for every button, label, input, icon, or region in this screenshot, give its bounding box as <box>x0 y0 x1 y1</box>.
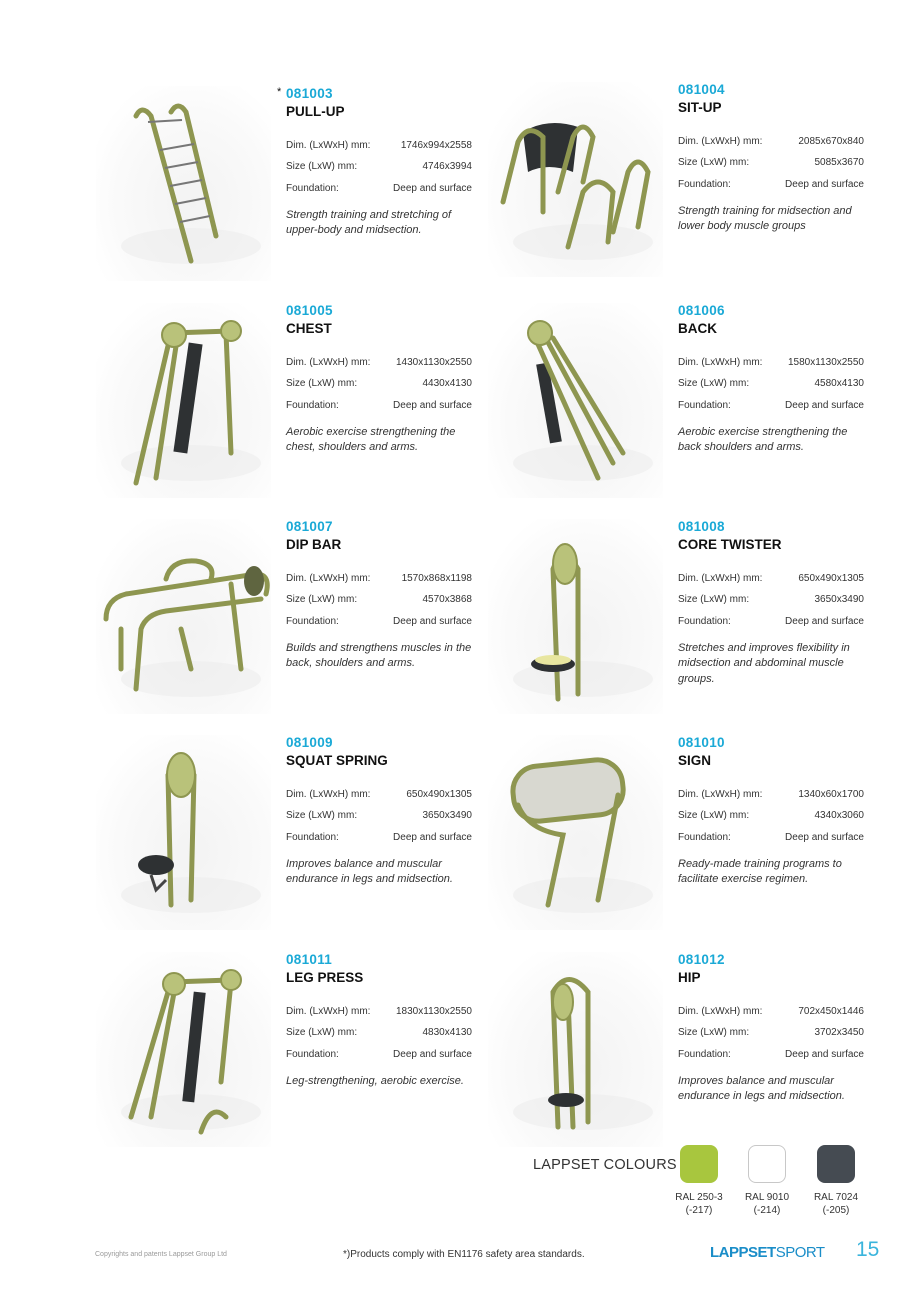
spec-value: 1830x1130x2550 <box>396 1006 472 1017</box>
swatch-ral: RAL 7024 <box>813 1192 859 1203</box>
spec-value: Deep and surface <box>785 615 864 627</box>
brand-logo <box>710 1244 825 1261</box>
spec-foundation <box>286 400 472 421</box>
spec-dimensions <box>678 357 864 378</box>
spec-value: 1340x60x1700 <box>798 789 864 800</box>
product-code-value: 081011 <box>286 952 333 967</box>
product-code-value: 081005 <box>286 303 333 318</box>
spec-size <box>286 594 472 615</box>
product-code <box>286 519 472 535</box>
product-code <box>678 952 864 968</box>
spec-label: Dim. (LxWxH) mm: <box>678 357 763 368</box>
spec-size <box>678 594 864 615</box>
product-code-value: 081006 <box>678 303 725 318</box>
product-specs <box>678 357 864 421</box>
brand-light: SPORT <box>775 1244 825 1261</box>
spec-label: Dim. (LxWxH) mm: <box>286 789 371 800</box>
product-code-value: 081008 <box>678 519 725 534</box>
spec-label: Foundation: <box>678 399 731 411</box>
product-description: Improves balance and muscular endurance in legs and midsection. <box>286 857 453 886</box>
spec-value: Deep and surface <box>785 399 864 411</box>
spec-value: 3650x3490 <box>422 810 472 822</box>
spec-dimensions <box>678 1006 864 1027</box>
spec-value: 1580x1130x2550 <box>788 357 864 368</box>
product-name: BACK <box>678 321 717 336</box>
product-name: PULL-UP <box>286 104 345 119</box>
product-card <box>96 86 486 286</box>
product-card <box>488 519 878 719</box>
spec-value: Deep and surface <box>785 178 864 190</box>
product-code <box>678 82 864 98</box>
swatch-ral: RAL 250-3 <box>675 1192 723 1203</box>
product-description: Strength training and stretching of upper-body and midsection. <box>286 208 452 237</box>
product-info <box>286 519 472 672</box>
spec-dimensions <box>286 1006 472 1027</box>
spec-label: Foundation: <box>286 399 339 411</box>
spec-value: 1746x994x2558 <box>400 140 472 151</box>
spec-value: 3650x3490 <box>814 594 864 606</box>
spec-value: 4746x3994 <box>422 161 472 173</box>
product-specs <box>286 357 472 421</box>
product-description: Ready-made training programs to facilitate exercise regimen. <box>678 857 842 886</box>
product-code-value: 081004 <box>678 82 725 97</box>
spec-value: 650x490x1305 <box>406 789 472 800</box>
spec-foundation <box>286 616 472 637</box>
spec-label: Size (LxW) mm: <box>678 594 750 606</box>
chest-press-frame-icon <box>96 303 271 498</box>
spec-label: Size (LxW) mm: <box>678 157 750 169</box>
product-name: HIP <box>678 970 701 985</box>
spec-dimensions <box>286 789 472 810</box>
spec-foundation <box>678 832 864 853</box>
spec-value: 4430x4130 <box>422 378 472 390</box>
spec-dimensions <box>286 357 472 378</box>
product-code <box>678 735 864 751</box>
spec-value: Deep and surface <box>393 831 472 843</box>
spec-value: 702x450x1446 <box>798 1006 864 1017</box>
product-specs <box>678 136 864 200</box>
hip-post-icon <box>488 952 663 1147</box>
swatch-code: (-217) <box>685 1205 713 1216</box>
spec-label: Size (LxW) mm: <box>286 594 358 606</box>
spec-value: 1570x868x1198 <box>401 573 472 584</box>
product-info <box>678 952 864 1105</box>
spec-label: Foundation: <box>678 178 731 190</box>
product-info <box>277 86 472 239</box>
product-info <box>286 303 472 456</box>
spec-size <box>678 1027 864 1048</box>
spec-foundation <box>286 183 472 204</box>
product-code <box>678 303 864 319</box>
spec-value: 650x490x1305 <box>798 573 864 584</box>
swatch-white-label <box>737 1191 797 1217</box>
spec-value: 1430x1130x2550 <box>396 357 472 368</box>
spec-value: 3702x3450 <box>814 1027 864 1039</box>
product-name: LEG PRESS <box>286 970 364 985</box>
spec-label: Size (LxW) mm: <box>678 378 750 390</box>
product-specs <box>286 140 472 204</box>
spec-label: Foundation: <box>678 831 731 843</box>
spec-value: 4580x4130 <box>814 378 864 390</box>
spec-label: Dim. (LxWxH) mm: <box>286 357 371 368</box>
squat-spring-post-icon <box>96 735 271 930</box>
dip-bar-frame-icon <box>96 519 271 714</box>
spec-value: Deep and surface <box>393 1048 472 1060</box>
swatch-grey-label <box>806 1191 866 1217</box>
product-info <box>286 735 472 888</box>
product-name: CHEST <box>286 321 332 336</box>
pull-up-ladder-icon <box>96 86 271 281</box>
spec-size <box>286 378 472 399</box>
colours-title: LAPPSET COLOURS <box>533 1157 677 1173</box>
product-specs <box>678 789 864 853</box>
product-description: Aerobic exercise strengthening the chest, shoulders and arms. <box>286 425 456 454</box>
product-card <box>488 735 878 935</box>
product-code-value: 081010 <box>678 735 725 750</box>
spec-value: Deep and surface <box>393 182 472 194</box>
spec-foundation <box>678 400 864 421</box>
product-info <box>678 735 864 888</box>
spec-label: Size (LxW) mm: <box>678 1027 750 1039</box>
spec-size <box>678 378 864 399</box>
spec-label: Size (LxW) mm: <box>286 161 358 173</box>
sign-board-icon <box>488 735 663 930</box>
lappset-colours <box>533 1145 873 1225</box>
swatch-ral: RAL 9010 <box>744 1192 790 1203</box>
spec-value: 5085x3670 <box>814 157 864 169</box>
spec-foundation <box>286 832 472 853</box>
spec-label: Dim. (LxWxH) mm: <box>286 140 371 151</box>
spec-label: Foundation: <box>286 182 339 194</box>
spec-size <box>678 810 864 831</box>
product-code <box>277 86 472 102</box>
product-card <box>488 303 878 503</box>
product-code-value: 081007 <box>286 519 333 534</box>
swatch-code: (-214) <box>753 1205 781 1216</box>
product-code <box>678 519 864 535</box>
product-card <box>96 303 486 503</box>
spec-value: 4340x3060 <box>814 810 864 822</box>
spec-size <box>286 810 472 831</box>
product-card <box>96 519 486 719</box>
spec-dimensions <box>678 573 864 594</box>
product-card <box>96 735 486 935</box>
swatch-code: (-205) <box>822 1205 850 1216</box>
product-info <box>678 519 864 687</box>
product-code <box>286 952 472 968</box>
product-code-value: 081012 <box>678 952 725 967</box>
spec-dimensions <box>286 140 472 161</box>
product-specs <box>286 789 472 853</box>
spec-label: Foundation: <box>678 1048 731 1060</box>
product-description: Leg-strengthening, aerobic exercise. <box>286 1074 464 1087</box>
compliance-asterisk: * <box>277 86 282 98</box>
product-info <box>286 952 472 1089</box>
product-name: SQUAT SPRING <box>286 753 388 768</box>
product-card <box>488 952 878 1152</box>
spec-size <box>286 161 472 182</box>
spec-label: Dim. (LxWxH) mm: <box>678 789 763 800</box>
spec-value: Deep and surface <box>785 1048 864 1060</box>
spec-foundation <box>678 1049 864 1070</box>
spec-foundation <box>286 1049 472 1070</box>
spec-dimensions <box>678 789 864 810</box>
back-frame-icon <box>488 303 663 498</box>
sit-up-bench-icon <box>488 82 663 277</box>
product-name: CORE TWISTER <box>678 537 782 552</box>
product-specs <box>678 1006 864 1070</box>
product-code-value: 081003 <box>286 86 333 101</box>
spec-label: Dim. (LxWxH) mm: <box>286 1006 371 1017</box>
product-description: Aerobic exercise strengthening the back shoulders and arms. <box>678 425 848 454</box>
spec-label: Foundation: <box>286 1048 339 1060</box>
spec-size <box>286 1027 472 1048</box>
product-code-value: 081009 <box>286 735 333 750</box>
core-twister-post-icon <box>488 519 663 714</box>
leg-press-frame-icon <box>96 952 271 1147</box>
spec-label: Size (LxW) mm: <box>286 1027 358 1039</box>
spec-label: Dim. (LxWxH) mm: <box>678 1006 763 1017</box>
spec-value: 2085x670x840 <box>798 136 864 147</box>
product-info <box>678 82 864 235</box>
product-specs <box>286 1006 472 1070</box>
product-description: Builds and strengthens muscles in the back, shoulders and arms. <box>286 641 472 670</box>
product-card <box>96 952 486 1152</box>
brand-bold: LAPPSET <box>710 1244 776 1261</box>
swatch-grey <box>817 1145 855 1183</box>
spec-value: Deep and surface <box>393 615 472 627</box>
product-code <box>286 303 472 319</box>
spec-label: Size (LxW) mm: <box>678 810 750 822</box>
spec-value: Deep and surface <box>785 831 864 843</box>
spec-label: Foundation: <box>286 615 339 627</box>
product-specs <box>286 573 472 637</box>
spec-label: Size (LxW) mm: <box>286 810 358 822</box>
product-name: DIP BAR <box>286 537 342 552</box>
product-code <box>286 735 472 751</box>
spec-label: Dim. (LxWxH) mm: <box>678 136 763 147</box>
product-card <box>488 82 878 282</box>
product-name: SIT-UP <box>678 100 722 115</box>
spec-label: Dim. (LxWxH) mm: <box>678 573 763 584</box>
spec-foundation <box>678 179 864 200</box>
footer-copyright: Copyrights and patents Lappset Group Ltd <box>95 1251 227 1258</box>
product-specs <box>678 573 864 637</box>
footer-safety-note: *)Products comply with EN1176 safety area standards. <box>343 1249 585 1260</box>
spec-value: 4570x3868 <box>422 594 472 606</box>
spec-label: Dim. (LxWxH) mm: <box>286 573 371 584</box>
spec-foundation <box>678 616 864 637</box>
spec-size <box>678 157 864 178</box>
product-description: Stretches and improves flexibility in midsection and abdominal muscle groups. <box>678 641 850 685</box>
spec-dimensions <box>286 573 472 594</box>
spec-dimensions <box>678 136 864 157</box>
spec-value: Deep and surface <box>393 399 472 411</box>
swatch-green-label <box>669 1191 729 1217</box>
product-name: SIGN <box>678 753 712 768</box>
spec-label: Size (LxW) mm: <box>286 378 358 390</box>
product-description: Improves balance and muscular endurance in legs and midsection. <box>678 1074 845 1103</box>
page-number: 15 <box>856 1238 880 1261</box>
product-description: Strength training for midsection and lower body muscle groups <box>678 204 852 233</box>
spec-label: Foundation: <box>286 831 339 843</box>
product-info <box>678 303 864 456</box>
spec-label: Foundation: <box>678 615 731 627</box>
spec-value: 4830x4130 <box>422 1027 472 1039</box>
swatch-white <box>748 1145 786 1183</box>
swatch-green <box>680 1145 718 1183</box>
